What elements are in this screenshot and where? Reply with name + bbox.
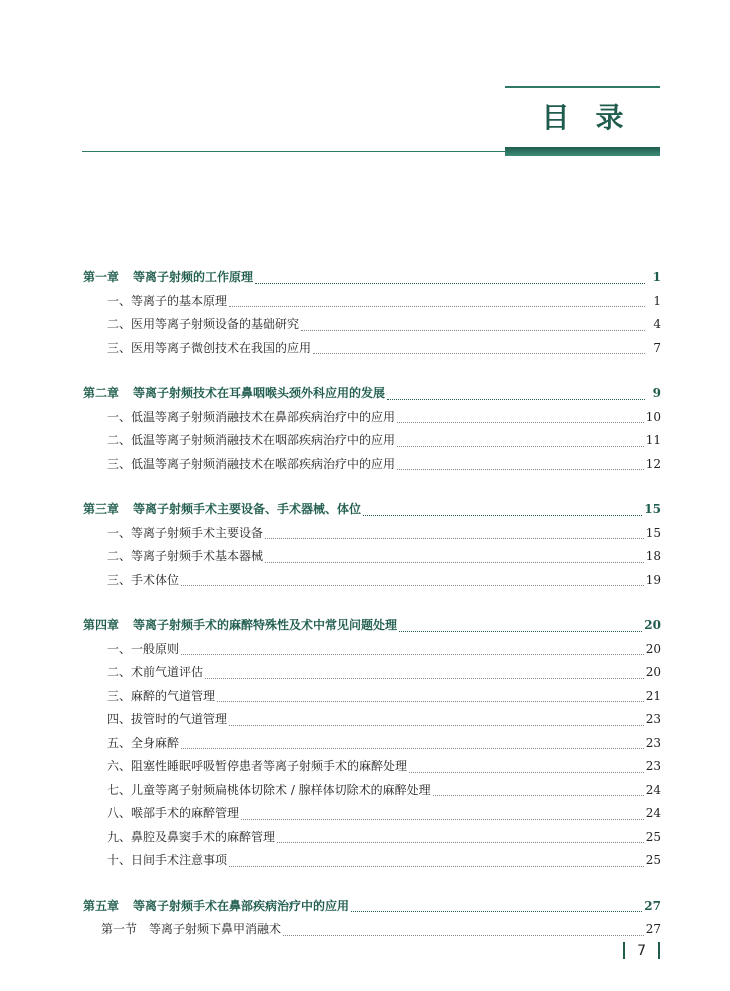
section-page: 12 [645,456,661,471]
section-entry[interactable] [83,431,661,455]
dot-leader [229,297,645,307]
section-title: 一、等离子射频手术主要设备 [107,525,264,540]
section-title: 七、儿童等离子射频扁桃体切除术 / 腺样体切除术的麻醉处理 [107,782,431,797]
table-of-contents [83,268,661,966]
section-entry[interactable] [83,339,661,363]
dot-leader [277,833,644,843]
dot-leader [283,926,644,936]
section-entry[interactable] [83,571,661,595]
chapter-block [83,897,661,944]
chapter-page: 15 [644,502,661,516]
dot-leader [313,344,645,354]
chapter-entry[interactable] [83,897,661,921]
section-page: 11 [645,433,661,447]
chapter-title: 等离子射频技术在耳鼻咽喉头颈外科应用的发展 [133,386,386,400]
section-title: 十、日间手术注意事项 [107,853,228,867]
section-entry[interactable] [83,524,661,548]
dot-leader [205,669,644,679]
section-title: 九、鼻腔及鼻窦手术的麻醉管理 [107,829,276,844]
section-entry[interactable] [83,687,661,711]
dot-leader [265,553,644,563]
chapter-page: 9 [652,386,661,400]
section-entry[interactable] [83,547,661,571]
heading-accent-bar [505,147,660,156]
heading-top-rule [505,86,660,88]
chapter-page: 20 [644,618,661,632]
section-page: 24 [645,806,661,820]
section-page: 21 [645,688,661,703]
dot-leader [397,460,644,470]
dot-leader [217,692,644,702]
heading-bottom-rule [82,151,505,152]
section-title: 二、等离子射频手术基本器械 [107,549,264,563]
dot-leader [433,786,644,796]
section-entry[interactable] [83,315,661,339]
chapter-entry[interactable] [83,616,661,640]
chapter-title: 等离子射频手术在鼻部疾病治疗中的应用 [133,898,350,913]
section-entry[interactable] [83,408,661,432]
dot-leader [397,437,644,447]
section-title: 六、阻塞性睡眠呼吸暂停患者等离子射频手术的麻醉处理 [107,759,408,773]
footer-left-bar [623,942,625,959]
chapter-label: 第一章 [83,270,120,284]
section-entry[interactable] [83,851,661,875]
chapter-label: 第三章 [83,502,120,516]
section-entry[interactable] [83,710,661,734]
chapter-page: 1 [652,270,661,284]
chapter-label: 第五章 [83,898,120,913]
section-title: 八、喉部手术的麻醉管理 [107,806,240,820]
chapter-entry[interactable] [83,384,661,408]
dot-leader [399,622,642,632]
chapter-block [83,384,661,478]
section-title: 三、麻醉的气道管理 [107,688,216,703]
section-title: 二、医用等离子射频设备的基础研究 [107,317,300,331]
chapter-title: 等离子射频手术的麻醉特殊性及术中常见问题处理 [133,618,398,632]
chapter-entry[interactable] [83,500,661,524]
footer-right-bar [658,942,660,959]
section-entry[interactable] [83,455,661,479]
dot-leader [255,274,645,284]
dot-leader [301,321,645,331]
section-entry[interactable] [83,804,661,828]
dot-leader [229,716,644,726]
page-title: 目录 [541,101,650,134]
section-title: 三、手术体位 [107,572,180,587]
section-page: 15 [645,525,661,540]
dot-leader [387,390,645,400]
section-title: 二、术前气道评估 [107,665,204,679]
dot-leader [397,413,644,423]
section-title: 四、拔管时的气道管理 [107,712,228,726]
section-entry[interactable] [83,920,661,944]
dot-leader [241,810,644,820]
chapter-block [83,268,661,362]
dot-leader [363,506,642,516]
dot-leader [265,529,644,539]
section-title: 第一节 等离子射频下鼻甲消融术 [101,922,282,936]
section-title: 三、低温等离子射频消融技术在喉部疾病治疗中的应用 [107,456,396,471]
section-title: 一、低温等离子射频消融技术在鼻部疾病治疗中的应用 [107,409,396,424]
section-page: 20 [645,665,661,679]
dot-leader [181,645,644,655]
section-title: 一、等离子的基本原理 [107,293,228,308]
section-page: 19 [645,572,661,587]
page-number: 7 [637,942,646,959]
section-title: 五、全身麻醉 [107,735,180,750]
section-entry[interactable] [83,640,661,664]
section-entry[interactable] [83,828,661,852]
chapter-block [83,616,661,875]
chapter-page: 27 [644,898,661,913]
chapter-block [83,500,661,594]
section-page: 18 [645,549,661,563]
section-page: 25 [645,853,661,867]
section-entry[interactable] [83,781,661,805]
dot-leader [351,902,642,912]
chapter-label: 第四章 [83,618,120,632]
dot-leader [229,857,644,867]
chapter-entry[interactable] [83,268,661,292]
section-page: 24 [645,782,661,797]
section-entry[interactable] [83,663,661,687]
section-page: 7 [653,340,661,355]
chapter-label: 第二章 [83,386,120,400]
page-footer [623,942,660,959]
section-title: 二、低温等离子射频消融技术在咽部疾病治疗中的应用 [107,433,396,447]
section-title: 一、一般原则 [107,641,180,656]
section-page: 23 [645,712,661,726]
section-entry[interactable] [83,757,661,781]
section-page: 27 [645,922,661,936]
section-entry[interactable] [83,734,661,758]
section-page: 23 [645,759,661,773]
dot-leader [409,763,644,773]
dot-leader [181,739,644,749]
section-page: 4 [653,317,661,331]
dot-leader [181,576,644,586]
section-entry[interactable] [83,292,661,316]
section-page: 25 [645,829,661,844]
section-page: 1 [653,293,661,308]
section-title: 三、医用等离子微创技术在我国的应用 [107,340,312,355]
chapter-title: 等离子射频手术主要设备、手术器械、体位 [133,502,362,516]
section-page: 10 [645,409,661,424]
section-page: 20 [645,641,661,656]
section-page: 23 [645,735,661,750]
chapter-title: 等离子射频的工作原理 [133,270,254,284]
